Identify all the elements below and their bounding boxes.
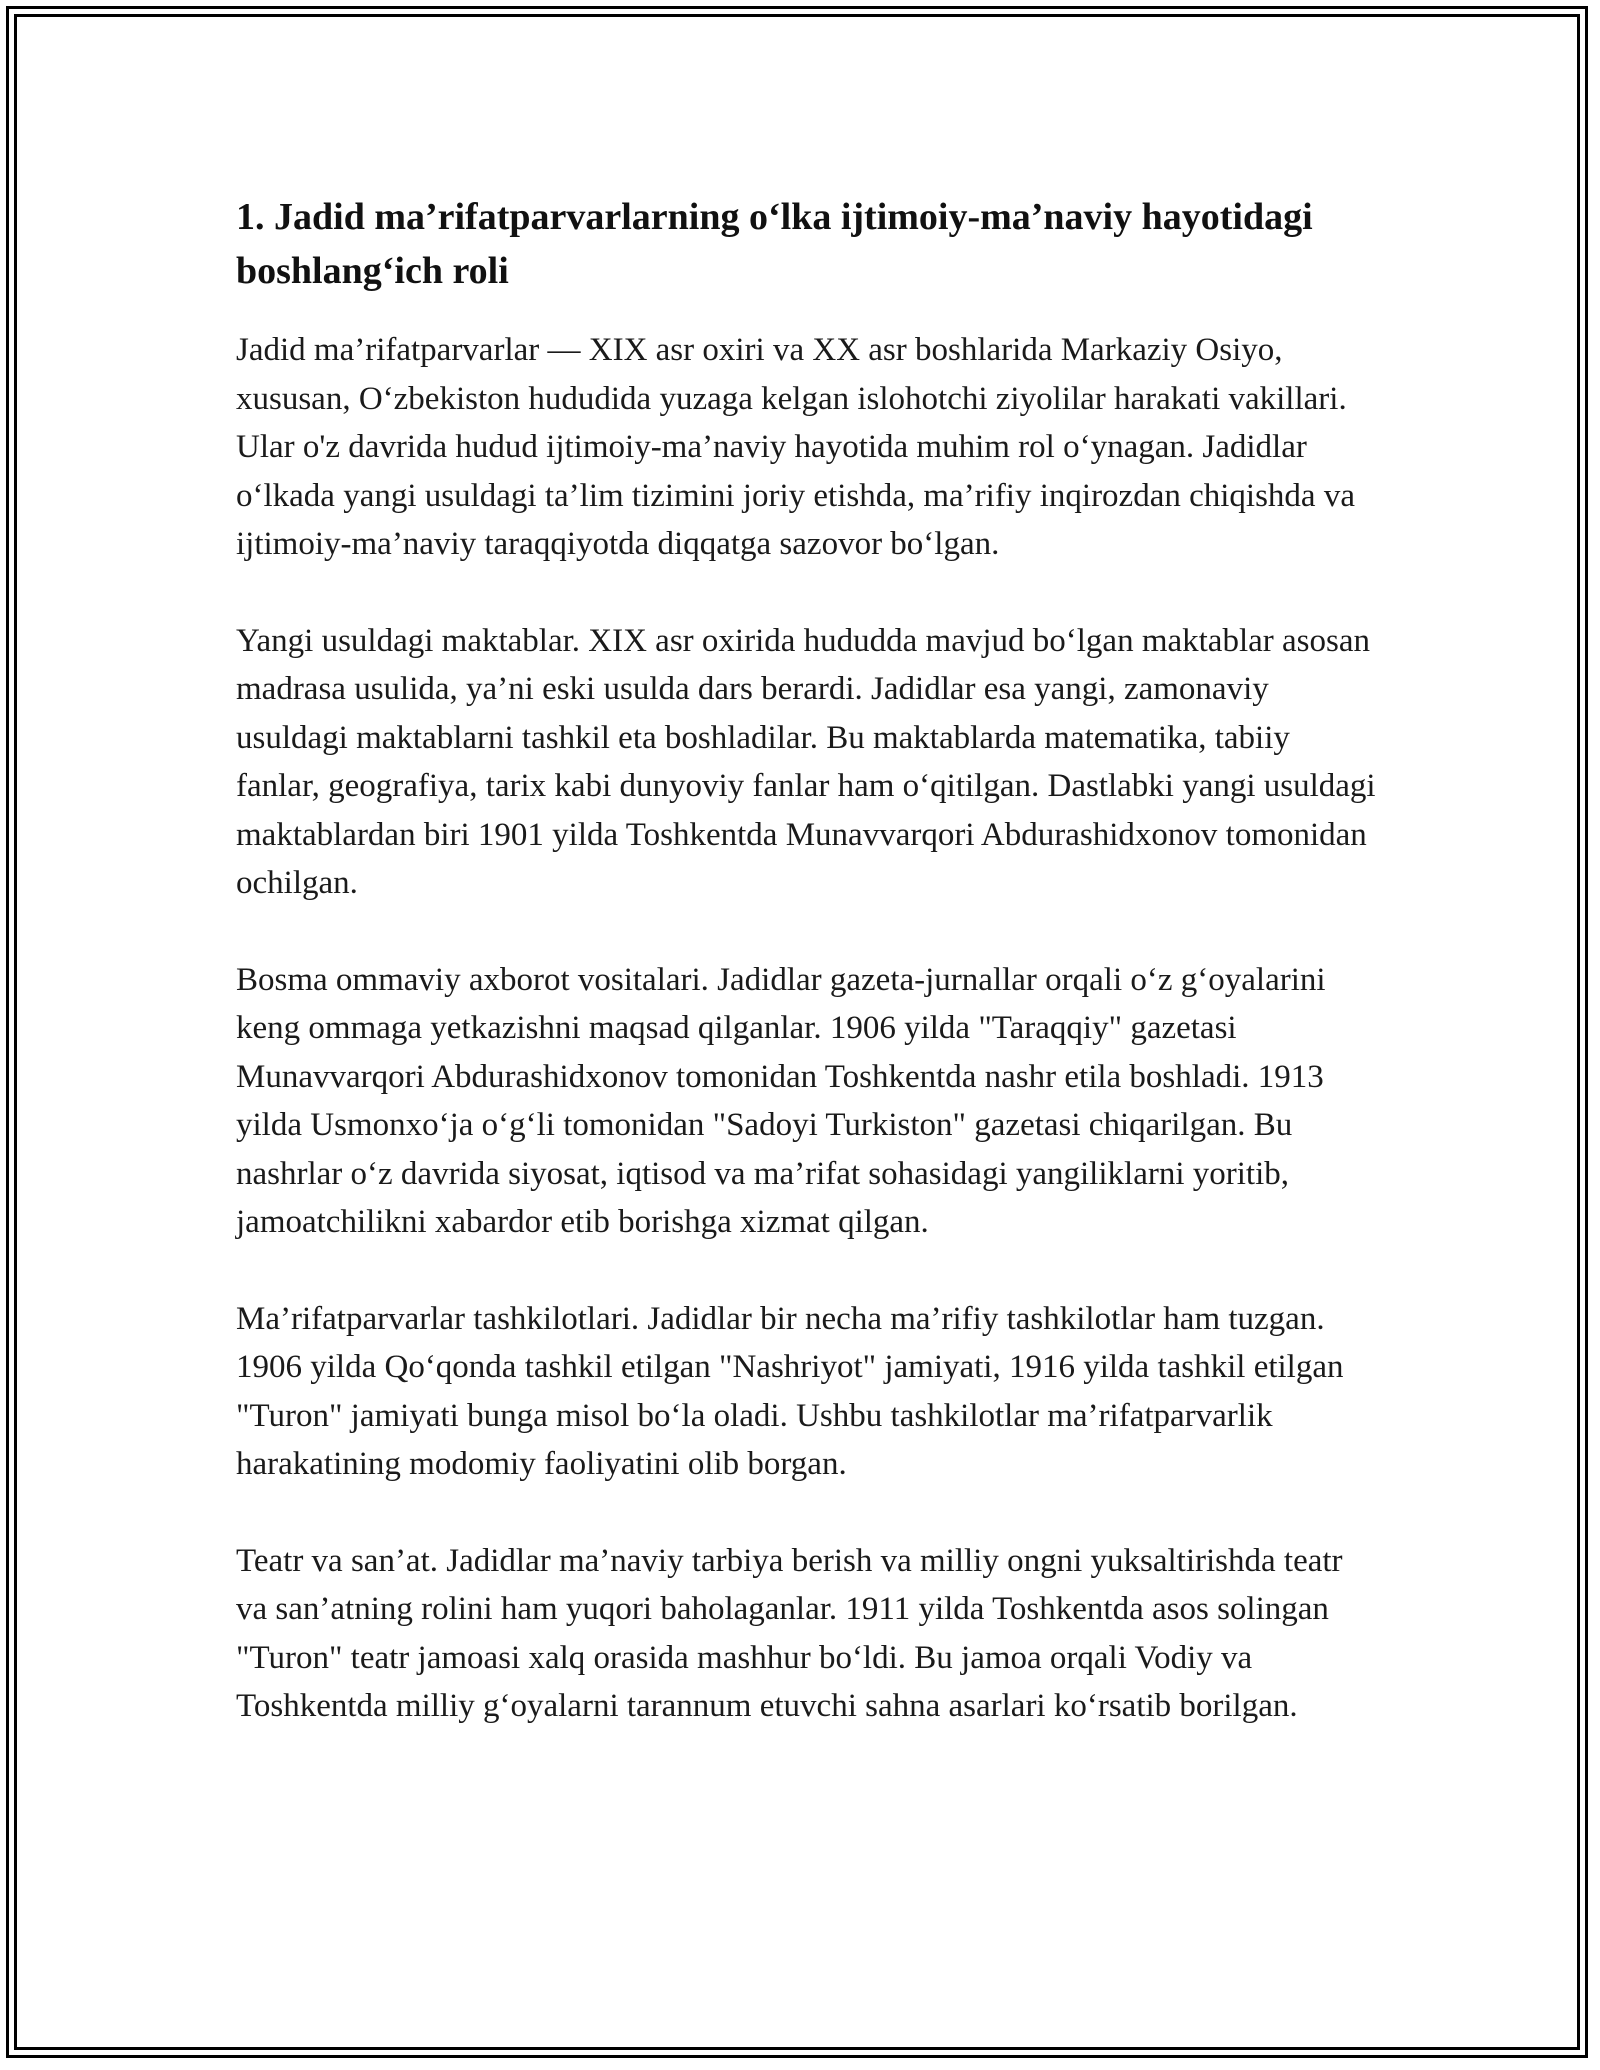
paragraph-theatre-and-art: Teatr va san’at. Jadidlar ma’naviy tarbiya berish va milliy ongni yuksaltirishda teatr va san’atning rolini ham yuqori baholaganlar. 1911 yilda Toshkentda asos solingan "Turon" teatr jamoasi xalq orasida mashhur bo‘ldi. Bu jamoa orqali Vodiy va Toshkentda milliy g‘oyalarni tarannum etuvchi sahna asarlari ko‘rsatib borilgan. xyxy=(236,1542,1343,1724)
section-heading: 1. Jadid ma’rifatparvarlarning o‘lka ijtimoiy-ma’naviy hayotidagi boshlang‘ich roli xyxy=(236,196,1313,292)
paragraph-print-media: Bosma ommaviy axborot vositalari. Jadidlar gazeta-jurnallar orqali o‘z g‘oyalarini keng ommaga yetkazishni maqsad qilganlar. 1906 yilda "Taraqqiy" gazetasi Munavvarqori Abdurashidxonov tomonidan Toshkentda nashr etila boshladi. 1913 yilda Usmonxo‘ja o‘g‘li tomonidan "Sadoyi Turkiston" gazetasi chiqarilgan. Bu nashrlar o‘z davrida siyosat, iqtisod va ma’rifat sohasidagi yangiliklarni yoritib, jamoatchilikni xabardor etib borishga xizmat qilgan. xyxy=(236,961,1326,1240)
paragraph-enlightenment-organizations: Ma’rifatparvarlar tashkilotlari. Jadidlar bir necha ma’rifiy tashkilotlar ham tuzgan. 1906 yilda Qo‘qonda tashkil etilgan "Nashriyot" jamiyati, 1916 yilda tashkil etilgan "Turon" jamiyati bunga misol bo‘la oladi. Ushbu tashkilotlar ma’rifatparvarlik harakatining modomiy faoliyatini olib borgan. xyxy=(236,1300,1344,1482)
document-body xyxy=(236,190,1376,1779)
paragraph-intro: Jadid ma’rifatparvarlar — XIX asr oxiri va XX asr boshlarida Markaziy Osiyo, xususan, O‘zbekiston hududida yuzaga kelgan islohotchi ziyolilar harakati vakillari. Ular o'z davrida hudud ijtimoiy-ma’naviy hayotida muhim rol o‘ynagan. Jadidlar o‘lkada yangi usuldagi ta’lim tizimini joriy etishda, ma’rifiy inqirozdan chiqishda va ijtimoiy-ma’naviy taraqqiyotda diqqatga sazovor bo‘lgan. xyxy=(236,332,1355,562)
paragraph-new-method-schools: Yangi usuldagi maktablar. XIX asr oxirida hududda mavjud bo‘lgan maktablar asosan madrasa usulida, ya’ni eski usulda dars berardi. Jadidlar esa yangi, zamonaviy usuldagi maktablarni tashkil eta boshladilar. Bu maktablarda matematika, tabiiy fanlar, geografiya, tarix kabi dunyoviy fanlar ham o‘qitilgan. Dastlabki yangi usuldagi maktablardan biri 1901 yilda Toshkentda Munavvarqori Abdurashidxonov tomonidan ochilgan. xyxy=(236,622,1376,901)
